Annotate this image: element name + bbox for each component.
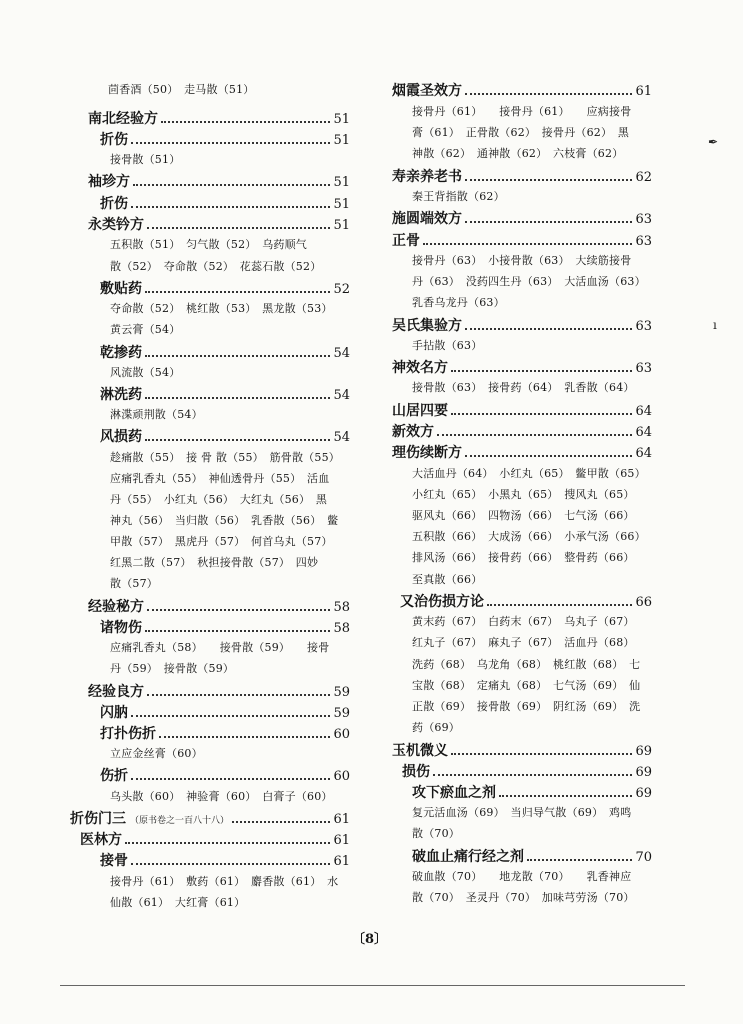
toc-heading <box>392 234 652 248</box>
toc-items: 丹（55） 小红丸（56） 大红丸（56） 黑 <box>110 493 328 506</box>
leader-dots <box>465 179 632 181</box>
leader-dots <box>145 355 330 357</box>
toc-heading <box>400 595 652 609</box>
page-ref: 69 <box>635 744 652 759</box>
leader-dots <box>423 243 632 245</box>
toc-items: 接骨散（63） 接骨药（64） 乳香散（64） <box>412 381 635 394</box>
toc-items: 应痛乳香丸（55） 神仙透骨丹（55） 活血 <box>110 472 330 485</box>
leader-dots <box>159 736 330 738</box>
toc-items: 散（70） <box>412 827 460 840</box>
toc-items: 黄末药（67） 白药末（67） 乌丸子（67） <box>412 615 635 628</box>
leader-dots <box>465 221 632 223</box>
toc-heading <box>392 744 652 758</box>
leader-dots <box>437 434 632 436</box>
heading-title: 攻下瘀血之剂 <box>412 785 496 801</box>
toc-items: 神散（62） 通神散（62） 六枝膏（62） <box>412 147 624 160</box>
bottom-rule <box>60 985 685 986</box>
toc-items: 驱风丸（66） 四物汤（66） 七气汤（66） <box>412 509 635 522</box>
toc-items: 膏（61） 正骨散（62） 接骨丹（62） 黑 <box>412 126 630 139</box>
page-ref: 69 <box>635 765 652 780</box>
leader-dots <box>433 774 632 776</box>
toc-heading <box>402 765 652 779</box>
page-number: 〔8〕 <box>352 932 388 947</box>
toc-heading <box>100 854 350 868</box>
page-ref: 51 <box>333 175 350 190</box>
leader-dots <box>131 206 330 208</box>
leader-dots <box>451 753 632 755</box>
leader-dots <box>145 291 330 293</box>
toc-items: 宝散（68） 定痛丸（68） 七气汤（69） 仙 <box>412 679 641 692</box>
leader-dots <box>147 227 330 229</box>
toc-heading <box>392 425 652 439</box>
page-ref: 63 <box>635 234 652 249</box>
toc-heading <box>392 446 652 460</box>
toc-items: 接骨丹（61） 接骨丹（61） 应病接骨 <box>412 105 632 118</box>
toc-heading <box>100 706 350 720</box>
page-ref: 58 <box>333 621 350 636</box>
page-ref: 54 <box>333 430 350 445</box>
heading-note: （原书卷之一百八十八） <box>130 816 230 826</box>
page-ref: 63 <box>635 361 652 376</box>
page-ref: 60 <box>333 769 350 784</box>
toc-items: 乌头散（60） 神验膏（60） 白膏子（60） <box>110 790 333 803</box>
heading-title: 医林方 <box>80 832 122 848</box>
toc-heading <box>392 84 652 98</box>
toc-heading <box>80 833 350 847</box>
leader-dots <box>451 413 632 415</box>
page-ref: 59 <box>333 685 350 700</box>
leader-dots <box>131 863 330 865</box>
page-ref: 52 <box>333 282 350 297</box>
toc-items: 仙散（61） 大红膏（61） <box>110 896 246 909</box>
toc-items: 散（70） 圣灵丹（70） 加味芎劳汤（70） <box>412 891 635 904</box>
toc-items: 应痛乳香丸（58） 接骨散（59） 接骨 <box>110 641 330 654</box>
toc-items: 大活血丹（64） 小红丸（65） 鳖甲散（65） <box>412 467 646 480</box>
toc-heading <box>88 685 350 699</box>
heading-title: 诸物伤 <box>100 620 142 636</box>
toc-heading <box>100 769 350 783</box>
toc-items: 丹（63） 没药四生丹（63） 大活血汤（63） <box>412 275 646 288</box>
toc-heading <box>392 404 652 418</box>
page-ref: 51 <box>333 197 350 212</box>
page-ref: 58 <box>333 600 350 615</box>
toc-heading <box>88 112 350 126</box>
toc-items: 手拈散（63） <box>412 339 483 352</box>
page-ref: 51 <box>333 218 350 233</box>
page-ref: 66 <box>635 595 652 610</box>
heading-title: 乾掺药 <box>100 345 142 361</box>
page-ref: 59 <box>333 706 350 721</box>
page-ref: 51 <box>333 112 350 127</box>
heading-title: 折伤 <box>100 132 128 148</box>
toc-heading <box>392 361 652 375</box>
toc-items: 接骨丹（61） 敷药（61） 麝香散（61） 水 <box>110 875 339 888</box>
toc-items: 乳香乌龙丹（63） <box>412 296 505 309</box>
toc-heading <box>100 282 350 296</box>
heading-title: 理伤续断方 <box>392 445 462 461</box>
page-ref: 61 <box>333 833 350 848</box>
toc-items: 甲散（57） 黑虎丹（57） 何首乌丸（57） <box>110 535 333 548</box>
heading-title: 接骨 <box>100 853 128 869</box>
leader-dots <box>487 604 632 606</box>
toc-heading <box>100 133 350 147</box>
page-ref: 60 <box>333 727 350 742</box>
toc-items: 排风汤（66） 接骨药（66） 整骨药（66） <box>412 551 635 564</box>
toc-heading <box>88 600 350 614</box>
toc-items: 秦王背指散（62） <box>412 190 505 203</box>
toc-items: 五积散（51） 匀气散（52） 乌药顺气 <box>110 238 307 251</box>
page-ref: 63 <box>635 319 652 334</box>
toc-items: 洗药（68） 乌龙角（68） 桃红散（68） 七 <box>412 658 641 671</box>
leader-dots <box>451 370 632 372</box>
page-ref: 64 <box>635 404 652 419</box>
heading-title: 经验秘方 <box>88 599 144 615</box>
toc-heading <box>100 621 350 635</box>
page-ref: 64 <box>635 425 652 440</box>
heading-title: 淋洗药 <box>100 387 142 403</box>
leader-dots <box>161 121 330 123</box>
toc-items: 黄云膏（54） <box>110 323 181 336</box>
leader-dots <box>147 694 330 696</box>
toc-items: 红黑二散（57） 秋担接骨散（57） 四妙 <box>110 556 319 569</box>
toc-items: 茴香酒（50） 走马散（51） <box>108 83 255 96</box>
leader-dots <box>145 630 330 632</box>
heading-title: 玉机微义 <box>392 743 448 759</box>
toc-items: 散（57） <box>110 577 158 590</box>
toc-heading <box>392 319 652 333</box>
toc-items: 夺命散（52） 桃红散（53） 黑龙散（53） <box>110 302 333 315</box>
leader-dots <box>125 842 330 844</box>
heading-title: 永类钤方 <box>88 217 144 233</box>
heading-title: 袖珍方 <box>88 174 130 190</box>
toc-heading <box>100 727 350 741</box>
heading-title: 神效名方 <box>392 360 448 376</box>
toc-items: 立应金丝膏（60） <box>110 747 203 760</box>
toc-heading <box>88 175 350 189</box>
heading-title: 闪肭 <box>100 705 128 721</box>
leader-dots <box>527 859 632 861</box>
toc-items: 趁痛散（55） 接 骨 散（55） 筋骨散（55） <box>110 451 340 464</box>
toc-heading <box>88 218 350 232</box>
leader-dots <box>145 397 330 399</box>
toc-heading <box>70 812 350 826</box>
toc-heading <box>100 197 350 211</box>
heading-title: 新效方 <box>392 424 434 440</box>
leader-dots <box>499 795 632 797</box>
heading-title: 损伤 <box>402 764 430 780</box>
toc-items: 风流散（54） <box>110 366 181 379</box>
page-ref: 64 <box>635 446 652 461</box>
toc-heading <box>100 430 350 444</box>
leader-dots <box>131 142 330 144</box>
page-ref: 61 <box>635 84 652 99</box>
page-ref: 62 <box>635 170 652 185</box>
heading-title: 折伤 <box>100 196 128 212</box>
leader-dots <box>147 609 330 611</box>
leader-dots <box>465 455 632 457</box>
heading-title: 破血止痛行经之剂 <box>412 849 524 865</box>
toc-items: 至真散（66） <box>412 573 483 586</box>
leader-dots <box>131 778 330 780</box>
toc-items: 小红丸（65） 小黑丸（65） 搜风丸（65） <box>412 488 635 501</box>
heading-title: 正骨 <box>392 233 420 249</box>
page-ref: 61 <box>333 854 350 869</box>
page-ref: 51 <box>333 133 350 148</box>
toc-items: 五积散（66） 大成汤（66） 小承气汤（66） <box>412 530 646 543</box>
toc-heading <box>392 212 652 226</box>
toc-items: 复元活血汤（69） 当归导气散（69） 鸡鸣 <box>412 806 632 819</box>
heading-title: 折伤门三 <box>70 811 126 827</box>
heading-title: 山居四要 <box>392 403 448 419</box>
toc-items: 神丸（56） 当归散（56） 乳香散（56） 鳖 <box>110 514 339 527</box>
heading-title: 寿亲养老书 <box>392 169 462 185</box>
leader-dots <box>145 439 330 441</box>
heading-title: 敷贴药 <box>100 281 142 297</box>
heading-title: 施圆端效方 <box>392 211 462 227</box>
toc-heading <box>412 850 652 864</box>
toc-items: 药（69） <box>412 721 460 734</box>
page-ref: 63 <box>635 212 652 227</box>
page-ref: 61 <box>333 812 350 827</box>
heading-title: 伤折 <box>100 768 128 784</box>
toc-items: 丹（59） 接骨散（59） <box>110 662 235 675</box>
toc-items: 淋渫顽荆散（54） <box>110 408 203 421</box>
leader-dots <box>465 93 632 95</box>
heading-title: 吴氏集验方 <box>392 318 462 334</box>
page-ref: 54 <box>333 388 350 403</box>
leader-dots <box>465 328 632 330</box>
page-ref: 69 <box>635 786 652 801</box>
page-ref: 70 <box>635 850 652 865</box>
heading-title: 南北经验方 <box>88 111 158 127</box>
page-ref: 54 <box>333 346 350 361</box>
scan-mark-2: ı <box>713 318 717 332</box>
heading-title: 打扑伤折 <box>100 726 156 742</box>
toc-items: 破血散（70） 地龙散（70） 乳香神应 <box>412 870 632 883</box>
heading-title: 又治伤损方论 <box>400 594 484 610</box>
heading-title: 经验良方 <box>88 684 144 700</box>
leader-dots <box>232 821 330 823</box>
leader-dots <box>131 715 330 717</box>
toc-items: 接骨散（51） <box>110 153 181 166</box>
toc-items: 红丸子（67） 麻丸子（67） 活血丹（68） <box>412 636 635 649</box>
toc-items: 正散（69） 接骨散（69） 阴红汤（69） 洗 <box>412 700 641 713</box>
toc-items: 散（52） 夺命散（52） 花蕊石散（52） <box>110 260 322 273</box>
toc-heading <box>392 170 652 184</box>
toc-items: 接骨丹（63） 小接骨散（63） 大续筋接骨 <box>412 254 632 267</box>
heading-title: 风损药 <box>100 429 142 445</box>
toc-heading <box>100 388 350 402</box>
heading-title: 烟霞圣效方 <box>392 83 462 99</box>
toc-heading <box>100 346 350 360</box>
scan-mark: ✒ <box>708 135 719 149</box>
toc-heading <box>412 786 652 800</box>
leader-dots <box>133 184 330 186</box>
